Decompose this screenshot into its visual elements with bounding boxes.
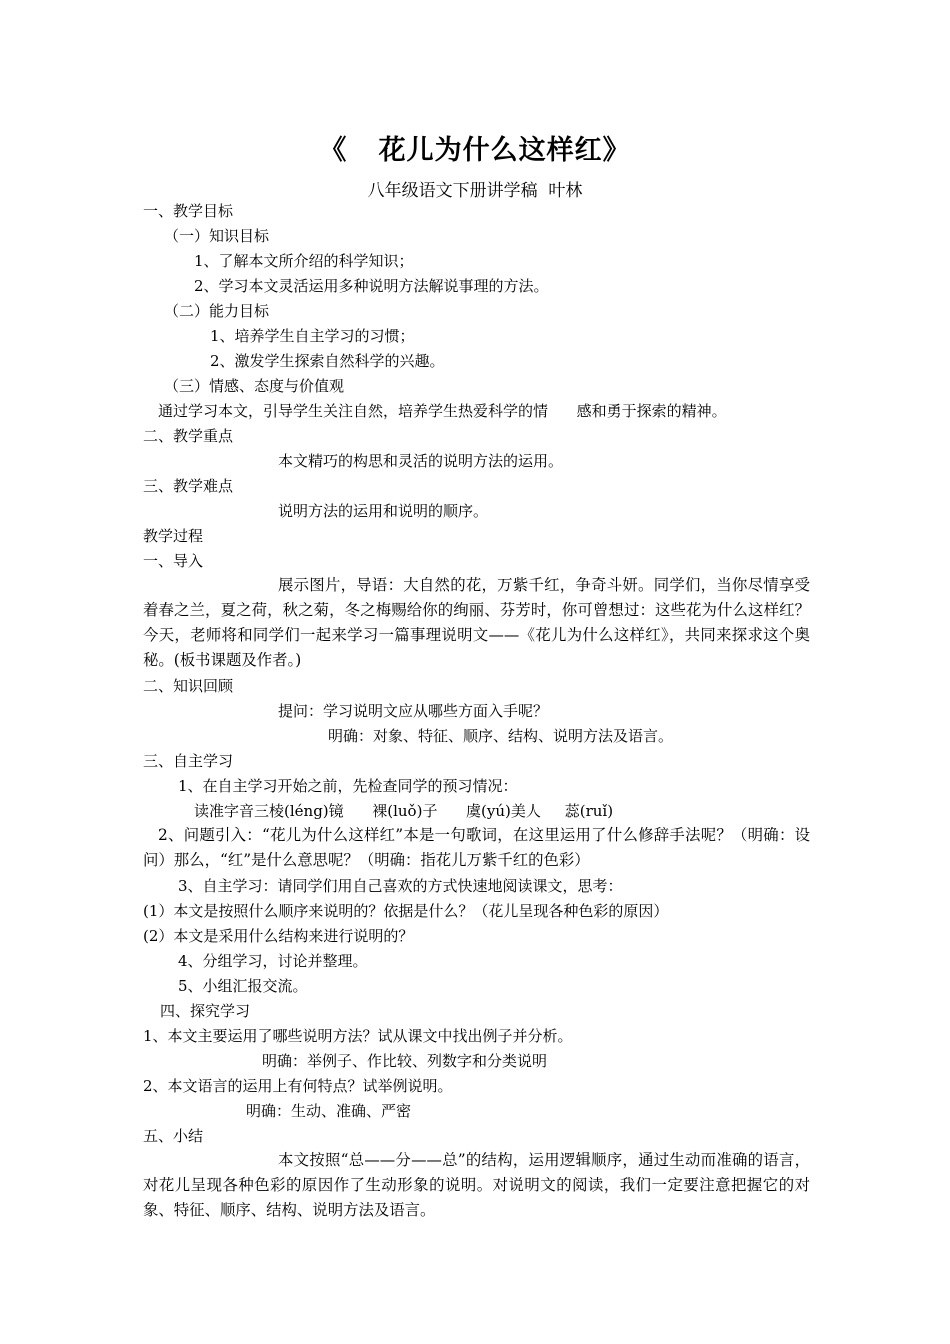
subsection-attitude: （三）情感、态度与价值观 — [164, 377, 345, 395]
inquiry-question-2: 2、本文语言的运用上有何特点？试举例说明。 — [143, 1077, 453, 1095]
inquiry-answer-1: 明确：举例子、作比较、列数字和分类说明 — [262, 1052, 548, 1070]
difficulties-text: 说明方法的运用和说明的顺序。 — [278, 502, 489, 520]
document-subtitle: 八年级语文下册讲学稿 叶林 — [367, 181, 583, 201]
key-points-text: 本文精巧的构思和灵活的说明方法的运用。 — [278, 452, 564, 470]
intro-paragraph: 展示图片，导语：大自然的花，万紫千红，争奇斗妍。同学们，当你尽情享受着春之兰，夏之荷，秋之菊，冬之梅赐给你的绚丽、芬芳时，你可曾想过：这些花为什么这样红？今天，老师将和同学们一起来学习一篇事理说明文——《花儿为什么这样红》，共同来探求这个奥秘。(板书课题及作者。) — [143, 576, 810, 669]
section-heading-self-study: 三、自主学习 — [143, 752, 234, 770]
question-2: (2）本文是采用什么结构来进行说明的？ — [143, 927, 414, 945]
self-study-item-2: 2、问题引入：“花儿为什么这样红”本是一句歌词，在这里运用了什么修辞手法呢？（明确：设问）那么，“红”是什么意思呢？（明确：指花儿万紫千红的色彩） — [143, 826, 810, 869]
section-heading-intro: 一、导入 — [143, 552, 204, 570]
knowledge-item-1: 1、了解本文所介绍的科学知识； — [194, 252, 414, 270]
teaching-process-heading: 教学过程 — [143, 527, 204, 545]
self-study-item-3: 3、自主学习：请同学们用自己喜欢的方式快速地阅读课文，思考： — [178, 877, 623, 895]
review-question: 提问：学习说明文应从哪些方面入手呢？ — [278, 702, 549, 720]
question-1: (1）本文是按照什么顺序来说明的？依据是什么？（花儿呈现各种色彩的原因） — [143, 902, 669, 920]
section-heading-difficulties: 三、教学难点 — [143, 477, 234, 495]
section-heading-goals: 一、教学目标 — [143, 202, 234, 220]
summary-paragraph: 本文按照“总——分——总”的结构，运用逻辑顺序，通过生动而准确的语言，对花儿呈现各种色彩的原因作了生动形象的说明。对说明文的阅读，我们一定要注意把握它的对象、特征、顺序、结构、说明方法及语言。 — [143, 1151, 810, 1219]
self-study-item-4: 4、分组学习，讨论并整理。 — [178, 952, 368, 970]
subsection-knowledge: （一）知识目标 — [164, 227, 270, 245]
self-study-item-5: 5、小组汇报交流。 — [178, 977, 308, 995]
review-answer: 明确：对象、特征、顺序、结构、说明方法及语言。 — [328, 727, 674, 745]
inquiry-answer-2: 明确：生动、准确、严密 — [246, 1102, 412, 1120]
self-study-item-1: 1、在自主学习开始之前，先检查同学的预习情况： — [178, 777, 518, 795]
knowledge-item-2: 2、学习本文灵活运用多种说明方法解说事理的方法。 — [194, 277, 549, 295]
attitude-text: 通过学习本文，引导学生关注自然，培养学生热爱科学的情 感和勇于探索的精神。 — [158, 402, 727, 420]
inquiry-question-1: 1、本文主要运用了哪些说明方法？试从课文中找出例子并分析。 — [143, 1027, 573, 1045]
pronunciation-list: 读准字音三棱(léng)镜 裸(luǒ)子 虞(yú)美人 蕊(ruǐ) — [194, 802, 614, 820]
section-heading-summary: 五、小结 — [143, 1127, 204, 1145]
ability-item-1: 1、培养学生自主学习的习惯； — [210, 327, 415, 345]
document-title: 《 花儿为什么这样红》 — [319, 135, 631, 166]
ability-item-2: 2、激发学生探索自然科学的兴趣。 — [210, 352, 445, 370]
subsection-ability: （二）能力目标 — [164, 302, 270, 320]
section-heading-inquiry: 四、探究学习 — [160, 1002, 251, 1020]
section-heading-key-points: 二、教学重点 — [143, 427, 234, 445]
section-heading-review: 二、知识回顾 — [143, 677, 234, 695]
